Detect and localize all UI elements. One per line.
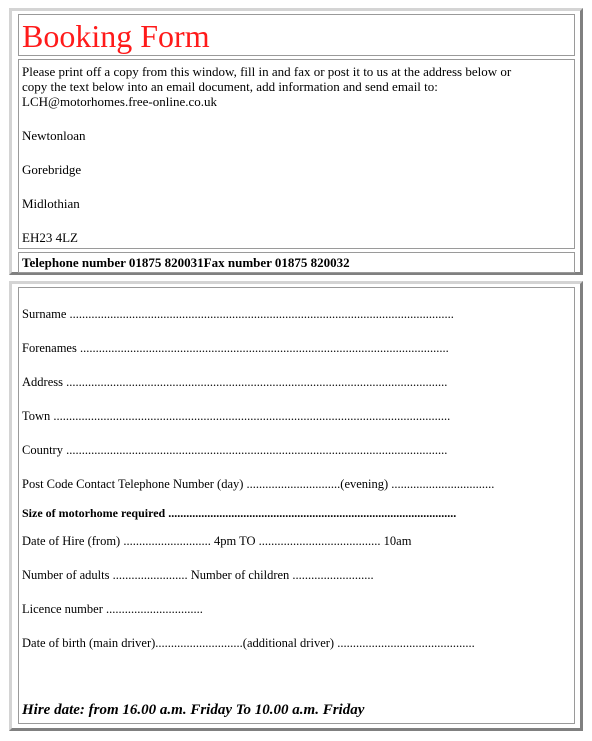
postcode-telephone-field: Post Code Contact Telephone Number (day) ..............................(evening) .................................: [22, 477, 495, 491]
address-line-2: Gorebridge: [22, 162, 82, 177]
forenames-field: Forenames ......................................................................................................................: [22, 341, 449, 355]
intro-line-1: Please print off a copy from this window, fill in and fax or post it to us at the address below or: [22, 64, 512, 79]
contact-cell: [18, 252, 575, 273]
booking-header-table: [9, 8, 583, 275]
town-field: Town ...............................................................................................................................: [22, 409, 451, 423]
number-of-people-field: Number of adults ........................ Number of children ..........................: [22, 568, 374, 582]
intro-line-2: copy the text below into an email document, add information and send email to:: [22, 79, 438, 94]
address-field: Address ..........................................................................................................................: [22, 375, 448, 389]
title-cell: [18, 14, 575, 56]
booking-form-table: [9, 281, 583, 731]
page-title: Booking Form: [22, 18, 210, 54]
address-line-1: Newtonloan: [22, 128, 86, 143]
motorhome-size-field: Size of motorhome required ................................................................................................: [22, 506, 457, 520]
email-address: LCH@motorhomes.free-online.co.uk: [22, 94, 218, 109]
info-cell: [18, 59, 575, 249]
country-field: Country ..........................................................................................................................: [22, 443, 448, 457]
date-of-birth-field: Date of birth (main driver)............................(additional driver) ............................................: [22, 636, 475, 650]
form-cell: [18, 287, 575, 724]
hire-date-note: Hire date: from 16.00 a.m. Friday To 10.00 a.m. Friday: [22, 702, 365, 718]
date-of-hire-field: Date of Hire (from) ............................ 4pm TO ....................................... 10am: [22, 534, 412, 548]
address-line-3: Midlothian: [22, 196, 80, 211]
licence-number-field: Licence number ...............................: [22, 602, 203, 616]
address-postcode: EH23 4LZ: [22, 230, 78, 245]
surname-field: Surname ...........................................................................................................................: [22, 307, 454, 321]
contact-numbers: Telephone number 01875 820031Fax number 01875 820032: [22, 255, 350, 270]
